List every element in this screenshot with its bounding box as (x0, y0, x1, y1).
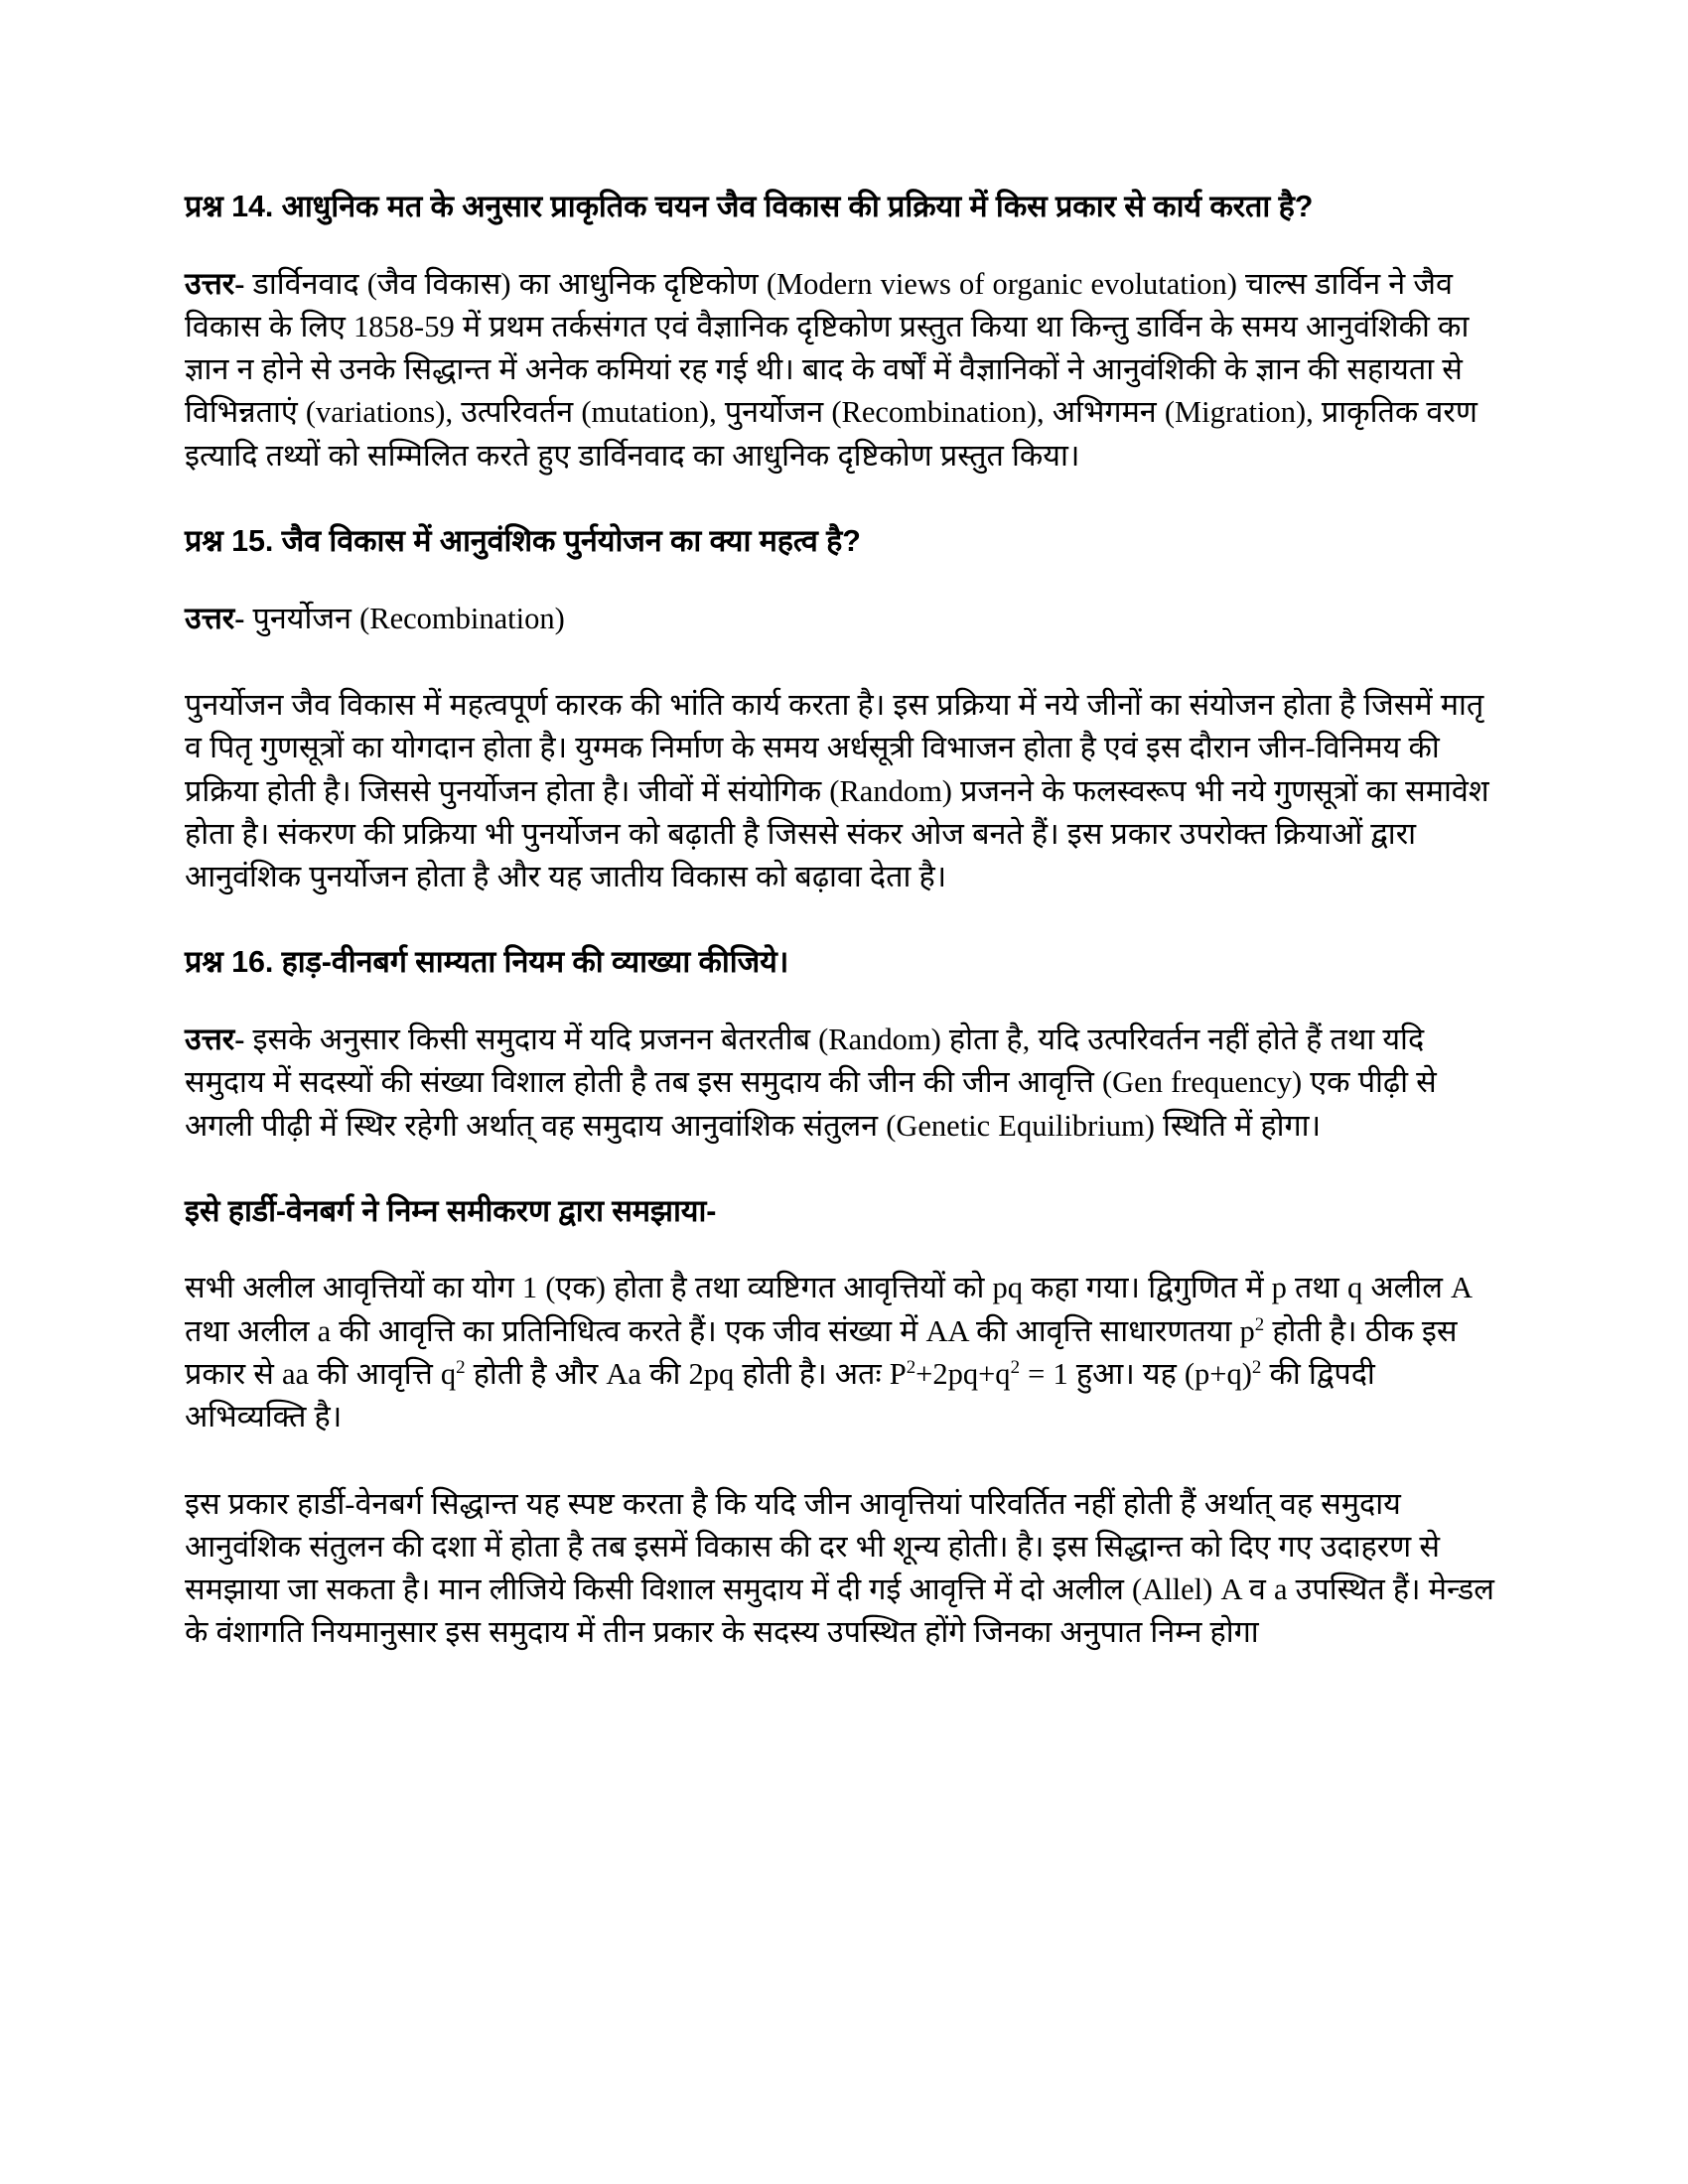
spacer (185, 640, 1500, 684)
question-16-answer (185, 1019, 1500, 1148)
answer-label: उत्तर- (185, 1022, 245, 1056)
question-14-heading: प्रश्न 14. आधुनिक मत के अनुसार प्राकृतिक चयन जैव विकास की प्रक्रिया में किस प्रकार से कार्य करता है? (185, 190, 1314, 223)
spacer (185, 227, 1500, 263)
answer-body: इसके अनुसार किसी समुदाय में यदि प्रजनन बेतरतीब (Random) होता है, यदि उत्परिवर्तन नहीं होते हैं तथा यदि समुदाय में सदस्यों की संख्या विशाल होती है तब इस समुदाय की जीन की जीन आवृत्ति (Gen frequency) एक पीढ़ी से अगली पीढ़ी में स्थिर रहेगी अर्थात् वह समुदाय आनुवांशिक संतुलन (Genetic Equilibrium) स्थिति में होगा। (185, 1022, 1437, 1143)
equation-text-part-3: होती है और Aa की 2pq होती है। अतः P (465, 1357, 907, 1391)
question-15-heading: प्रश्न 15. जैव विकास में आनुवंशिक पुर्नयोजन का क्या महत्व है? (185, 524, 861, 559)
equation-text-part-2: होती है। ठीक इस प्रकार से aa की आवृत्ति q (185, 1313, 1458, 1391)
question-15-body-paragraph: पुनर्योजन जैव विकास में महत्वपूर्ण कारक की भांति कार्य करता है। इस प्रक्रिया में नये जीनों का संयोजन होता है जिसमें मातृ व पितृ गुणसूत्रों का योगदान होता है। युग्मक निर्माण के समय अर्धसूत्री विभाजन होता है एवं इस दौरान जीन-विनिमय की प्रक्रिया होती है। जिससे पुनर्योजन होता है। जीवों में संयोगिक (Random) प्रजनने के फलस्वरूप भी नये गुणसूत्रों का समावेश होता है। संकरण की प्रक्रिया भी पुनर्योजन को बढ़ाती है जिससे संकर ओज बनते हैं। इस प्रकार उपरोक्त क्रियाओं द्वारा आनुवंशिक पुनर्योजन होता है और यह जातीय विकास को बढ़ावा देता है। (185, 687, 1489, 894)
spacer (185, 562, 1500, 598)
hardy-weinberg-equation-paragraph (185, 1267, 1500, 1438)
answer-body: पुनर्योजन (Recombination) (244, 601, 565, 635)
exponent-3: 2 (906, 1356, 916, 1378)
question-16-heading: प्रश्न 16. हाड़-वीनबर्ग साम्यता नियम की व्याख्या कीजिये। (185, 945, 789, 980)
answer-body: डार्विनवाद (जैव विकास) का आधुनिक दृष्टिकोण (Modern views of organic evolutation) चाल्स डार्विन ने जैव विकास के लिए 1858-59 में प्रथम तर्कसंगत एवं वैज्ञानिक दृष्टिकोण प्रस्तुत किया था किन्तु डार्विन के समय आनुवंशिकी का ज्ञान न होने से उनके सिद्धान्त में अनेक कमियां रह गई थी। बाद के वर्षों में वैज्ञानिकों ने आनुवंशिकी के ज्ञान की सहायता से विभिन्नताएं (variations), उत्परिवर्तन (mutation), पुनर्योजन (Recombination), अभिगमन (Migration), प्राकृतिक वरण इत्यादि तथ्यों को सम्मिलित करते हुए डार्विनवाद का आधुनिक दृष्टिकोण प्रस्तुत किया। (185, 266, 1477, 473)
spacer (185, 983, 1500, 1019)
equation-text-part-4: +2pq+q (915, 1357, 1011, 1391)
document-content (185, 187, 1500, 1655)
spacer (185, 478, 1500, 521)
answer-label: उत्तर- (185, 601, 245, 635)
hardy-weinberg-heading: इसे हार्डी-वेनबर्ग ने निम्न समीकरण द्वारा समझाया- (185, 1193, 717, 1228)
spacer (185, 1231, 1500, 1267)
answer-label: उत्तर- (185, 266, 245, 301)
spacer (185, 1439, 1500, 1483)
question-14-answer (185, 263, 1500, 478)
equation-text-part-1: सभी अलील आवृत्तियों का योग 1 (एक) होता है तथा व्यष्टिगत आवृत्तियों को pq कहा गया। द्विगुणित में p तथा q अलील A तथा अलील a की आवृत्ति का प्रतिनिधित्व करते हैं। एक जीव संख्या में AA की आवृत्ति साधारणतया p (185, 1271, 1472, 1348)
spacer (185, 1148, 1500, 1191)
exponent-2: 2 (456, 1356, 466, 1378)
exponent-1: 2 (1254, 1313, 1265, 1335)
equation-text-part-6: की द्विपदी अभिव्यक्ति है। (185, 1357, 1375, 1434)
equation-text-part-5: = 1 हुआ। यह (p+q) (1020, 1357, 1252, 1391)
exponent-5: 2 (1251, 1356, 1262, 1378)
spacer (185, 898, 1500, 942)
exponent-4: 2 (1010, 1356, 1021, 1378)
final-explanation-paragraph: इस प्रकार हार्डी-वेनबर्ग सिद्धान्त यह स्पष्ट करता है कि यदि जीन आवृत्तियां परिवर्तित नहीं होती हैं अर्थात् वह समुदाय आनुवंशिक संतुलन की दशा में होता है तब इसमें विकास की दर भी शून्य होती। है। इस सिद्धान्त को दिए गए उदाहरण से समझाया जा सकता है। मान लीजिये किसी विशाल समुदाय में दी गई आवृत्ति में दो अलील (Allel) A व a उपस्थित हैं। मेन्डल के वंशागति नियमानुसार इस समुदाय में तीन प्रकार के सदस्य उपस्थित होंगे जिनका अनुपात निम्न होगा (185, 1486, 1494, 1650)
question-15-answer (185, 598, 1500, 640)
